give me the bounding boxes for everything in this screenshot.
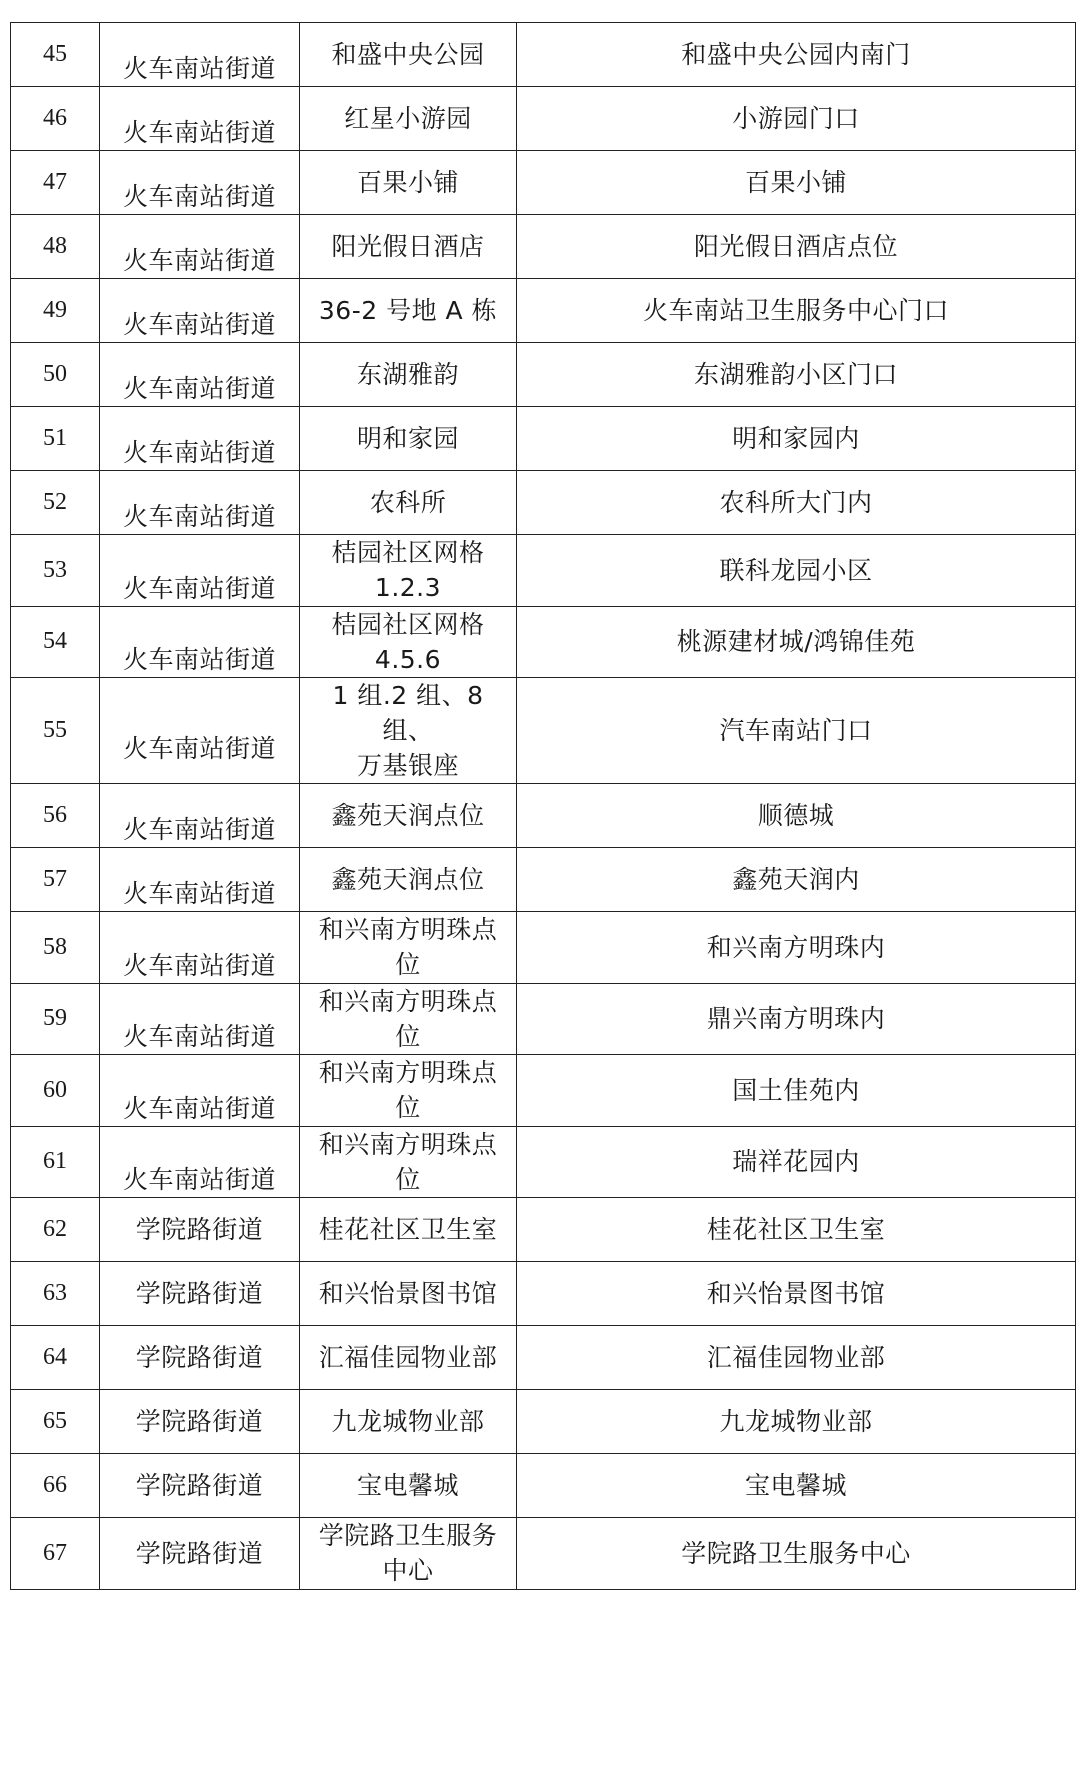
site-name: 桔园社区网格 4.5.6 [331, 609, 485, 674]
site-name: 宝电馨城 [356, 1471, 459, 1500]
table-row [11, 784, 1076, 848]
row-number: 64 [43, 1344, 67, 1370]
table-row [11, 87, 1076, 151]
site-location-cell [517, 1126, 1076, 1198]
row-number: 67 [43, 1539, 67, 1566]
row-number-cell [11, 912, 100, 984]
row-number: 51 [43, 425, 67, 451]
site-name-cell [300, 983, 517, 1055]
street-name-cell [100, 1262, 300, 1326]
site-name-cell [300, 151, 517, 215]
site-location-cell [517, 1390, 1076, 1454]
street-name-cell [100, 471, 300, 535]
site-location: 汽车南站门口 [719, 716, 873, 745]
site-name: 和兴南方明珠点 位 [318, 1058, 498, 1123]
row-number: 55 [43, 717, 67, 743]
site-location: 学院路卫生服务中心 [681, 1538, 911, 1568]
street-name: 火车南站街道 [122, 573, 276, 603]
row-number-cell [11, 678, 100, 784]
site-name: 东湖雅韵 [356, 360, 459, 389]
row-number: 60 [43, 1076, 67, 1103]
row-number-cell [11, 1454, 100, 1518]
site-location: 火车南站卫生服务中心门口 [642, 296, 949, 325]
table-row [11, 1518, 1076, 1590]
site-name-cell [300, 848, 517, 912]
site-location-cell [517, 535, 1076, 607]
table-row [11, 1326, 1076, 1390]
street-name-cell [100, 678, 300, 784]
row-number-cell [11, 606, 100, 678]
row-number: 50 [43, 361, 67, 387]
site-name: 九龙城物业部 [331, 1407, 485, 1436]
street-name: 火车南站街道 [122, 879, 276, 908]
street-name-cell [100, 279, 300, 343]
street-name-cell [100, 1198, 300, 1262]
site-location: 桃源建材城/鸿锦佳苑 [676, 627, 916, 657]
row-number: 63 [43, 1280, 67, 1306]
site-location: 东湖雅韵小区门口 [693, 360, 898, 389]
street-name: 火车南站街道 [122, 645, 276, 675]
row-number: 45 [43, 41, 67, 67]
site-name-cell [300, 1518, 517, 1590]
site-name: 和兴南方明珠点 位 [318, 915, 498, 980]
site-name-cell [300, 1055, 517, 1127]
street-name: 火车南站街道 [122, 1093, 276, 1123]
site-name: 百果小铺 [356, 168, 459, 197]
site-name-cell [300, 471, 517, 535]
row-number: 57 [43, 866, 67, 892]
street-name-cell [100, 606, 300, 678]
site-table-body [11, 23, 1076, 1590]
row-number-cell [11, 215, 100, 279]
row-number: 49 [43, 297, 67, 323]
site-name-cell [300, 1262, 517, 1326]
street-name-cell [100, 23, 300, 87]
site-location: 联科龙园小区 [719, 555, 873, 585]
site-location-cell [517, 23, 1076, 87]
row-number-cell [11, 848, 100, 912]
site-location-cell [517, 1518, 1076, 1590]
site-location-cell [517, 1454, 1076, 1518]
site-name: 明和家园 [356, 424, 459, 453]
site-name-cell [300, 407, 517, 471]
site-name: 红星小游园 [344, 104, 472, 133]
site-location-cell [517, 343, 1076, 407]
site-name-cell [300, 535, 517, 607]
street-name-cell [100, 215, 300, 279]
table-row [11, 1390, 1076, 1454]
site-name: 1 组.2 组、8 组、 万基银座 [332, 681, 484, 780]
row-number-cell [11, 1390, 100, 1454]
table-row [11, 407, 1076, 471]
table-row [11, 1198, 1076, 1262]
street-name: 学院路街道 [135, 1279, 264, 1308]
site-location: 农科所大门内 [719, 488, 873, 517]
street-name: 火车南站街道 [122, 310, 276, 339]
site-location-cell [517, 279, 1076, 343]
site-name-cell [300, 606, 517, 678]
site-location-cell [517, 1326, 1076, 1390]
site-location: 阳光假日酒店点位 [693, 232, 898, 261]
row-number: 66 [43, 1472, 67, 1498]
site-location-cell [517, 983, 1076, 1055]
table-row [11, 606, 1076, 678]
row-number-cell [11, 535, 100, 607]
street-name-cell [100, 343, 300, 407]
row-number-cell [11, 1326, 100, 1390]
table-row [11, 983, 1076, 1055]
site-name: 和兴南方明珠点 位 [318, 1129, 498, 1194]
table-row [11, 151, 1076, 215]
row-number-cell [11, 1518, 100, 1590]
table-row [11, 848, 1076, 912]
site-location: 瑞祥花园内 [732, 1147, 860, 1177]
street-name-cell [100, 1454, 300, 1518]
site-name: 农科所 [369, 488, 447, 517]
site-name-cell [300, 1454, 517, 1518]
row-number: 62 [43, 1216, 67, 1242]
site-location: 和兴南方明珠内 [706, 932, 886, 962]
site-location: 鼎兴南方明珠内 [706, 1004, 886, 1034]
street-name: 火车南站街道 [122, 54, 276, 83]
street-name: 火车南站街道 [122, 734, 276, 763]
table-row [11, 1055, 1076, 1127]
street-name: 火车南站街道 [122, 815, 276, 844]
row-number-cell [11, 87, 100, 151]
site-name: 和兴南方明珠点 位 [318, 986, 498, 1051]
site-location: 桂花社区卫生室 [706, 1215, 886, 1244]
site-location: 和盛中央公园内南门 [681, 40, 911, 69]
site-location-cell [517, 215, 1076, 279]
row-number: 61 [43, 1148, 67, 1175]
site-location-cell [517, 151, 1076, 215]
table-row [11, 535, 1076, 607]
site-location: 小游园门口 [732, 104, 860, 133]
row-number: 65 [43, 1408, 67, 1434]
table-row [11, 215, 1076, 279]
site-name-cell [300, 1198, 517, 1262]
site-name: 和兴怡景图书馆 [318, 1279, 498, 1308]
site-name: 桔园社区网格 1.2.3 [331, 538, 485, 603]
row-number-cell [11, 279, 100, 343]
site-name: 和盛中央公园 [331, 40, 485, 69]
site-location-cell [517, 1262, 1076, 1326]
row-number: 48 [43, 233, 67, 259]
table-row [11, 912, 1076, 984]
street-name: 火车南站街道 [122, 950, 276, 980]
street-name-cell [100, 1055, 300, 1127]
site-name-cell [300, 87, 517, 151]
site-name-cell [300, 1126, 517, 1198]
site-name: 汇福佳园物业部 [318, 1343, 498, 1372]
street-name: 火车南站街道 [122, 502, 276, 531]
street-name-cell [100, 1390, 300, 1454]
street-name: 火车南站街道 [122, 182, 276, 211]
site-name: 鑫苑天润点位 [331, 801, 485, 830]
row-number: 54 [43, 628, 67, 655]
row-number-cell [11, 407, 100, 471]
street-name: 火车南站街道 [122, 374, 276, 403]
street-name-cell [100, 784, 300, 848]
row-number-cell [11, 1126, 100, 1198]
street-name: 学院路街道 [135, 1471, 264, 1500]
row-number-cell [11, 784, 100, 848]
site-location-cell [517, 407, 1076, 471]
site-location-cell [517, 87, 1076, 151]
street-name-cell [100, 535, 300, 607]
row-number-cell [11, 1055, 100, 1127]
site-name-cell [300, 23, 517, 87]
site-table [10, 22, 1076, 1590]
site-location-cell [517, 606, 1076, 678]
street-name: 火车南站街道 [122, 246, 276, 275]
table-row [11, 23, 1076, 87]
site-location: 鑫苑天润内 [732, 865, 860, 894]
site-location: 国土佳苑内 [732, 1075, 860, 1105]
row-number: 59 [43, 1005, 67, 1032]
row-number-cell [11, 23, 100, 87]
street-name: 学院路街道 [135, 1343, 264, 1372]
row-number-cell [11, 343, 100, 407]
street-name-cell [100, 983, 300, 1055]
site-name: 鑫苑天润点位 [331, 865, 485, 894]
row-number: 53 [43, 556, 67, 583]
table-row [11, 343, 1076, 407]
street-name-cell [100, 1126, 300, 1198]
site-location: 和兴怡景图书馆 [706, 1279, 886, 1308]
street-name-cell [100, 407, 300, 471]
site-location: 明和家园内 [732, 424, 860, 453]
street-name: 火车南站街道 [122, 438, 276, 467]
site-name-cell [300, 215, 517, 279]
site-name-cell [300, 279, 517, 343]
row-number: 52 [43, 489, 67, 515]
site-location-cell [517, 1055, 1076, 1127]
table-row [11, 471, 1076, 535]
row-number-cell [11, 983, 100, 1055]
site-name: 学院路卫生服务 中心 [318, 1521, 498, 1586]
row-number: 47 [43, 169, 67, 195]
street-name: 火车南站街道 [122, 118, 276, 147]
site-location-cell [517, 1198, 1076, 1262]
row-number: 58 [43, 933, 67, 960]
table-row [11, 678, 1076, 784]
table-row [11, 1454, 1076, 1518]
site-location: 百果小铺 [744, 168, 847, 197]
street-name: 学院路街道 [135, 1215, 264, 1244]
site-name-cell [300, 912, 517, 984]
site-name: 桂花社区卫生室 [318, 1215, 498, 1244]
row-number-cell [11, 471, 100, 535]
row-number-cell [11, 151, 100, 215]
site-name-cell [300, 343, 517, 407]
site-location-cell [517, 471, 1076, 535]
row-number: 56 [43, 802, 67, 828]
site-location-cell [517, 678, 1076, 784]
street-name: 学院路街道 [135, 1407, 264, 1436]
street-name-cell [100, 87, 300, 151]
street-name-cell [100, 1326, 300, 1390]
site-name-cell [300, 1390, 517, 1454]
row-number-cell [11, 1198, 100, 1262]
site-location-cell [517, 848, 1076, 912]
site-location: 顺德城 [757, 801, 835, 830]
street-name-cell [100, 151, 300, 215]
site-location-cell [517, 784, 1076, 848]
street-name: 火车南站街道 [122, 1165, 276, 1195]
site-name-cell [300, 678, 517, 784]
street-name-cell [100, 912, 300, 984]
table-row [11, 279, 1076, 343]
street-name: 学院路街道 [135, 1538, 264, 1568]
table-row [11, 1126, 1076, 1198]
site-name: 阳光假日酒店 [331, 232, 485, 261]
site-name-cell [300, 1326, 517, 1390]
site-location: 汇福佳园物业部 [706, 1343, 886, 1372]
row-number: 46 [43, 105, 67, 131]
street-name: 火车南站街道 [122, 1022, 276, 1052]
street-name-cell [100, 848, 300, 912]
site-location: 宝电馨城 [744, 1471, 847, 1500]
site-location-cell [517, 912, 1076, 984]
site-location: 九龙城物业部 [719, 1407, 873, 1436]
street-name-cell [100, 1518, 300, 1590]
site-name-cell [300, 784, 517, 848]
row-number-cell [11, 1262, 100, 1326]
site-name: 36-2 号地 A 栋 [318, 296, 498, 325]
table-row [11, 1262, 1076, 1326]
